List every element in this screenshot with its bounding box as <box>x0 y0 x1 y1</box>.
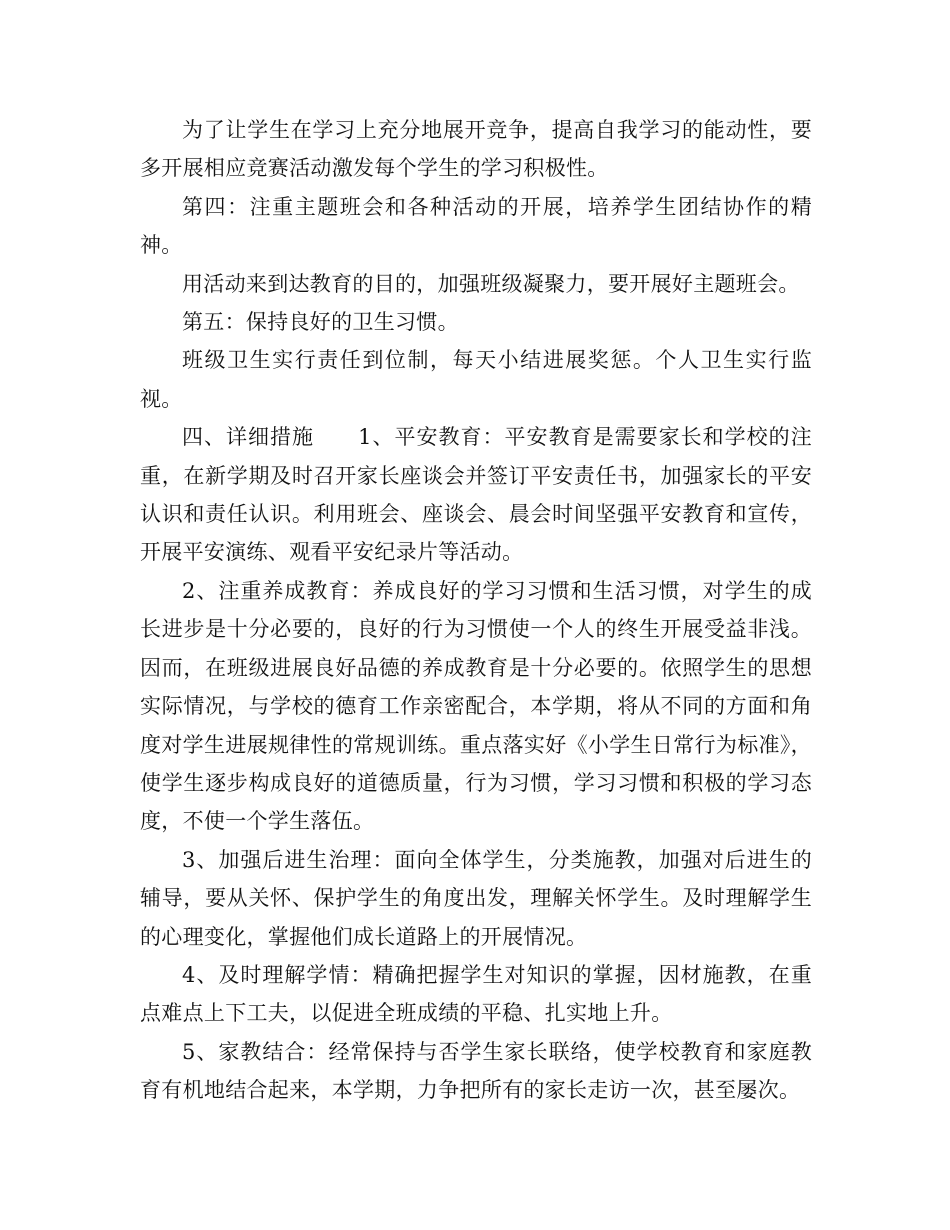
paragraph-home-school: 5、家教结合：经常保持与否学生家长联络，使学校教育和家庭教育有机地结合起来，本学期，力争把所有的家长走访一次，甚至屡次。 <box>140 1039 812 1103</box>
paragraph-measures-safety: 四、详细措施 1、平安教育：平安教育是需要家长和学校的注重，在新学期及时召开家长座谈会并签订平安责任书，加强家长的平安认识和责任认识。利用班会、座谈会、晨会时间坚强平安教育和宣传，开展平安演练、观看平安纪录片等活动。 <box>140 425 812 565</box>
paragraph-competition: 为了让学生在学习上充分地展开竞争，提高自我学习的能动性，要多开展相应竞赛活动激发每个学生的学习积极性。 <box>140 118 812 181</box>
paragraph-hygiene: 班级卫生实行责任到位制，每天小结进展奖惩。个人卫生实行监视。 <box>140 348 812 411</box>
document-body <box>140 111 812 1110</box>
paragraph-underachievers: 3、加强后进生治理：面向全体学生，分类施教，加强对后进生的辅导，要从关怀、保护学生的角度出发，理解关怀学生。及时理解学生的心理变化，掌握他们成长道路上的开展情况。 <box>140 847 812 949</box>
paragraph-learning-status: 4、及时理解学情：精确把握学生对知识的掌握，因材施教，在重点难点上下工夫，以促进全班成绩的平稳、扎实地上升。 <box>140 962 812 1026</box>
paragraph-item-five-heading: 第五：保持良好的卫生习惯。 <box>182 310 459 335</box>
paragraph-habit-education: 2、注重养成教育：养成良好的学习习惯和生活习惯，对学生的成长进步是十分必要的，良好的行为习惯使一个人的终生开展受益非浅。因而，在班级进展良好品德的养成教育是十分必要的。依照学生的思想实际情况，与学校的德育工作亲密配合，本学期，将从不同的方面和角度对学生进展规律性的常规训练。重点落实好《小学生日常行为标准》，使学生逐步构成良好的道德质量，行为习惯，学习习惯和积极的学习态度，不使一个学生落伍。 <box>140 578 812 834</box>
paragraph-item-four-heading: 第四：注重主题班会和各种活动的开展，培养学生团结协作的精神。 <box>140 194 812 258</box>
paragraph-class-meeting: 用活动来到达教育的目的，加强班级凝聚力，要开展好主题班会。 <box>182 271 800 296</box>
